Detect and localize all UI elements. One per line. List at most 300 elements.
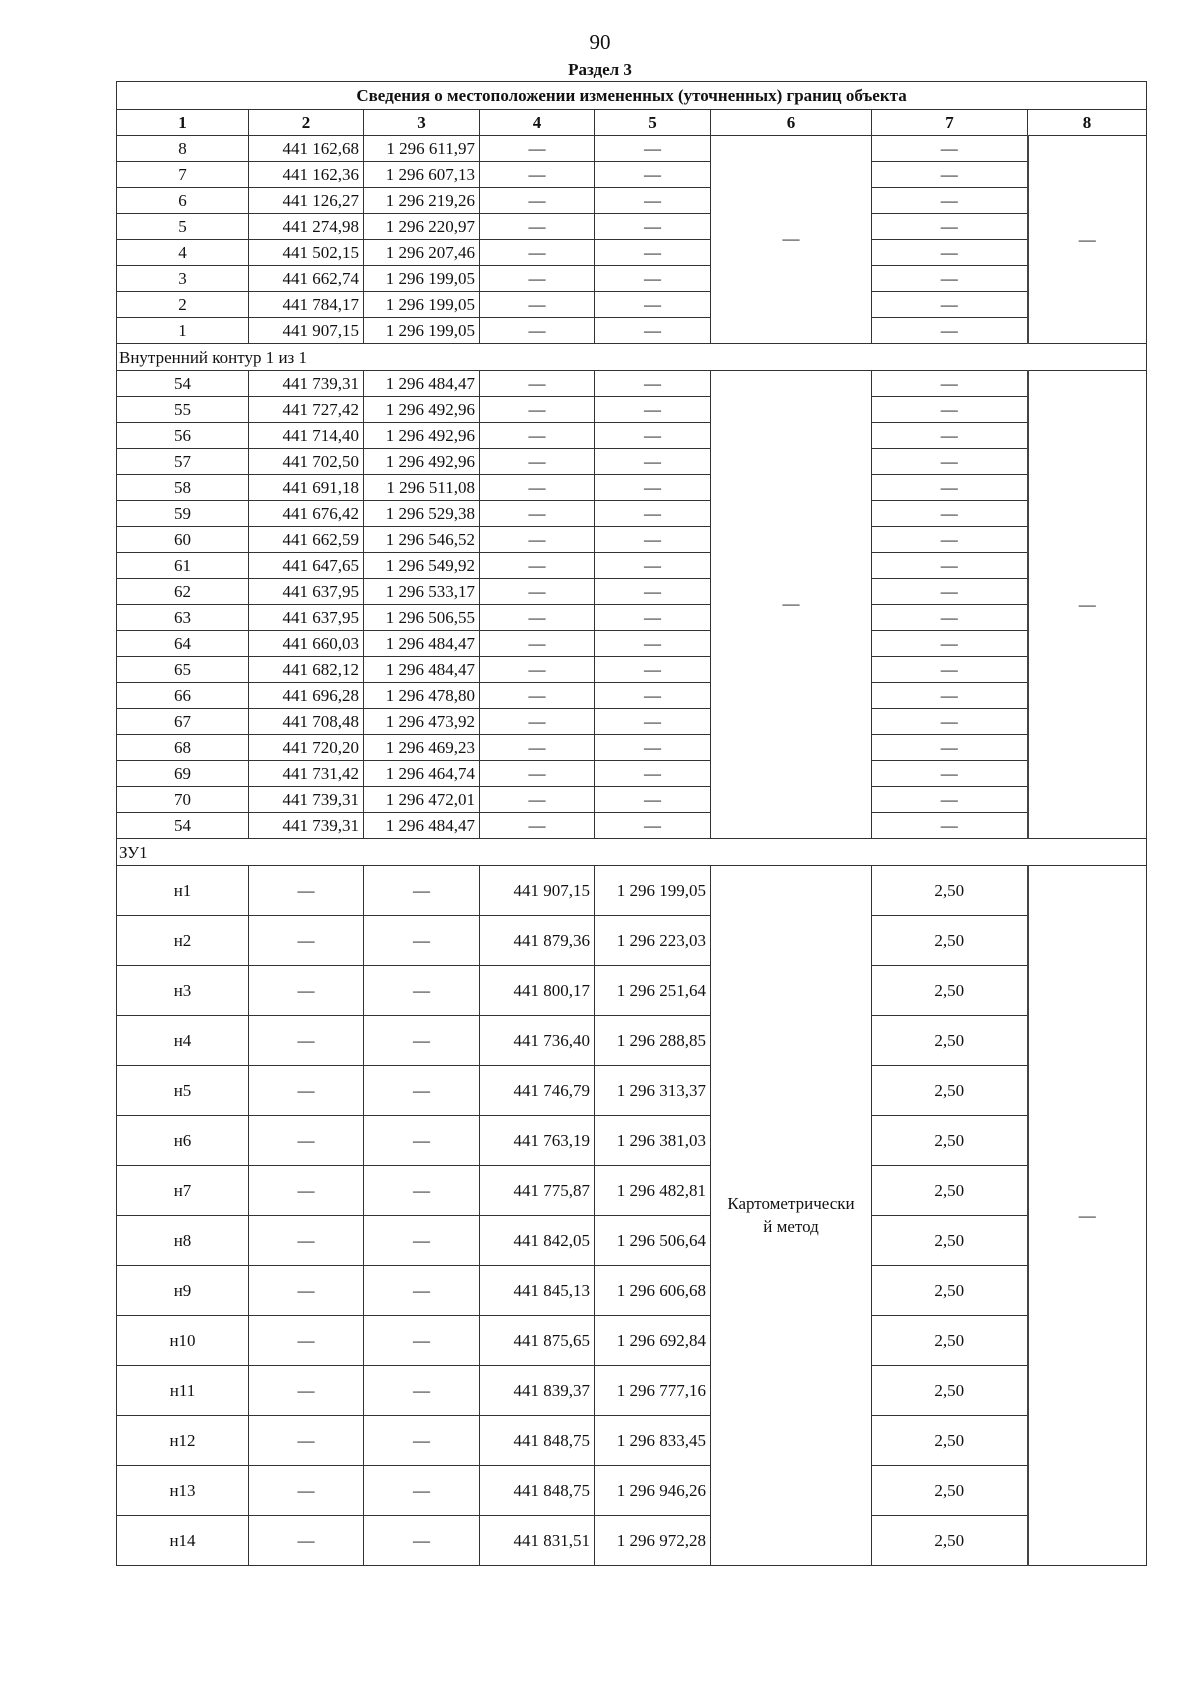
table-row xyxy=(117,761,1147,787)
table-cell: 441 848,75 xyxy=(480,1466,595,1516)
table-cell: н11 xyxy=(117,1366,249,1416)
table-cell: — xyxy=(595,787,711,813)
table-cell: — xyxy=(480,371,595,397)
table-cell: — xyxy=(872,631,1028,657)
table-cell: 1 296 777,16 xyxy=(595,1366,711,1416)
table-cell: — xyxy=(480,631,595,657)
table-cell: 1 296 199,05 xyxy=(364,318,480,344)
table-cell: 1 296 484,47 xyxy=(364,371,480,397)
table-cell: — xyxy=(872,709,1028,735)
table-cell: 1 296 473,92 xyxy=(364,709,480,735)
table-cell: 7 xyxy=(117,162,249,188)
table-cell: 63 xyxy=(117,605,249,631)
table-cell: 441 647,65 xyxy=(249,553,364,579)
table-cell: — xyxy=(364,1466,480,1516)
table-cell: 441 708,48 xyxy=(249,709,364,735)
table-cell: 1 296 492,96 xyxy=(364,397,480,423)
table-cell: 441 739,31 xyxy=(249,813,364,839)
table-cell: — xyxy=(249,1366,364,1416)
group-label-row xyxy=(117,839,1147,866)
table-cell: — xyxy=(480,397,595,423)
table-cell: — xyxy=(480,318,595,344)
table-cell: — xyxy=(595,709,711,735)
table-row xyxy=(117,240,1147,266)
table-cell: — xyxy=(480,553,595,579)
table-cell: 70 xyxy=(117,787,249,813)
table-cell: — xyxy=(480,787,595,813)
table-cell: — xyxy=(249,966,364,1016)
table-cell: 441 660,03 xyxy=(249,631,364,657)
table-cell: 66 xyxy=(117,683,249,709)
table-cell: — xyxy=(480,527,595,553)
table-cell: 441 502,15 xyxy=(249,240,364,266)
table-cell: 1 296 251,64 xyxy=(595,966,711,1016)
table-cell: 2,50 xyxy=(872,1116,1028,1166)
table-cell: 60 xyxy=(117,527,249,553)
table-cell: 1 296 511,08 xyxy=(364,475,480,501)
table-row xyxy=(117,683,1147,709)
table-cell: н14 xyxy=(117,1516,249,1566)
table-row xyxy=(117,787,1147,813)
table-cell: 441 800,17 xyxy=(480,966,595,1016)
table-cell: — xyxy=(249,1066,364,1116)
table-cell: — xyxy=(249,1416,364,1466)
table-cell: 441 831,51 xyxy=(480,1516,595,1566)
table-cell: 2,50 xyxy=(872,1016,1028,1066)
table-cell: 2,50 xyxy=(872,1416,1028,1466)
table-cell: — xyxy=(595,214,711,240)
table-cell: — xyxy=(480,735,595,761)
table-cell: 2,50 xyxy=(872,866,1028,916)
table-cell: 441 739,31 xyxy=(249,787,364,813)
table-cell: — xyxy=(595,579,711,605)
column-header: 2 xyxy=(249,110,364,136)
table-cell: — xyxy=(249,1316,364,1366)
table-cell: 1 296 533,17 xyxy=(364,579,480,605)
column-header: 1 xyxy=(117,110,249,136)
table-cell: 1 296 220,97 xyxy=(364,214,480,240)
table-caption: Сведения о местоположении измененных (уточненных) границ объекта xyxy=(117,82,1147,110)
table-row xyxy=(117,709,1147,735)
table-cell: 1 296 506,55 xyxy=(364,605,480,631)
table-row xyxy=(117,1416,1147,1466)
table-cell: — xyxy=(595,631,711,657)
table-cell: 69 xyxy=(117,761,249,787)
table-row xyxy=(117,966,1147,1016)
table-row xyxy=(117,1316,1147,1366)
table-cell: 2,50 xyxy=(872,1166,1028,1216)
table-cell: — xyxy=(595,475,711,501)
boundary-table xyxy=(116,81,1147,1566)
table-cell: — xyxy=(872,214,1028,240)
table-cell: 2,50 xyxy=(872,1466,1028,1516)
column-header: 3 xyxy=(364,110,480,136)
table-cell: 1 296 972,28 xyxy=(595,1516,711,1566)
table-cell: 2,50 xyxy=(872,916,1028,966)
table-cell: — xyxy=(872,553,1028,579)
table-cell: — xyxy=(364,1216,480,1266)
table-cell: 2,50 xyxy=(872,1316,1028,1366)
table-cell: н3 xyxy=(117,966,249,1016)
table-cell: 1 296 219,26 xyxy=(364,188,480,214)
table-cell: 1 296 199,05 xyxy=(595,866,711,916)
table-cell: — xyxy=(364,1116,480,1166)
table-cell: н2 xyxy=(117,916,249,966)
table-cell: — xyxy=(364,916,480,966)
table-cell: — xyxy=(872,449,1028,475)
table-cell: 1 296 529,38 xyxy=(364,501,480,527)
table-cell: 441 842,05 xyxy=(480,1216,595,1266)
method-cell: Картометрически й метод xyxy=(711,866,872,1566)
table-cell: — xyxy=(872,683,1028,709)
table-row xyxy=(117,266,1147,292)
table-row xyxy=(117,916,1147,966)
note-cell: — xyxy=(1028,866,1147,1566)
table-cell: 441 746,79 xyxy=(480,1066,595,1116)
table-cell: — xyxy=(872,527,1028,553)
table-cell: н8 xyxy=(117,1216,249,1266)
table-row xyxy=(117,423,1147,449)
table-row xyxy=(117,735,1147,761)
table-row xyxy=(117,1216,1147,1266)
table-cell: — xyxy=(364,1416,480,1466)
table-row xyxy=(117,813,1147,839)
table-row xyxy=(117,162,1147,188)
table-cell: — xyxy=(595,266,711,292)
column-header: 5 xyxy=(595,110,711,136)
table-cell: 65 xyxy=(117,657,249,683)
table-cell: — xyxy=(872,292,1028,318)
table-cell: — xyxy=(480,449,595,475)
table-cell: — xyxy=(872,188,1028,214)
table-cell: 441 682,12 xyxy=(249,657,364,683)
table-cell: — xyxy=(595,657,711,683)
table-cell: 1 296 464,74 xyxy=(364,761,480,787)
table-cell: — xyxy=(364,1266,480,1316)
table-cell: 1 296 482,81 xyxy=(595,1166,711,1216)
table-row xyxy=(117,1516,1147,1566)
table-cell: 2,50 xyxy=(872,1366,1028,1416)
table-cell: 441 714,40 xyxy=(249,423,364,449)
table-cell: 441 662,59 xyxy=(249,527,364,553)
table-cell: 441 907,15 xyxy=(249,318,364,344)
table-cell: — xyxy=(872,240,1028,266)
table-row xyxy=(117,449,1147,475)
table-cell: — xyxy=(480,605,595,631)
table-cell: — xyxy=(480,292,595,318)
table-cell: 55 xyxy=(117,397,249,423)
table-row xyxy=(117,214,1147,240)
table-cell: н12 xyxy=(117,1416,249,1466)
table-cell: — xyxy=(364,1366,480,1416)
table-cell: — xyxy=(249,866,364,916)
table-cell: 1 296 313,37 xyxy=(595,1066,711,1116)
table-cell: 441 727,42 xyxy=(249,397,364,423)
table-cell: — xyxy=(249,1516,364,1566)
table-row xyxy=(117,1366,1147,1416)
table-cell: 441 162,36 xyxy=(249,162,364,188)
table-cell: — xyxy=(872,266,1028,292)
table-row xyxy=(117,605,1147,631)
table-cell: 441 662,74 xyxy=(249,266,364,292)
method-cell: — xyxy=(711,136,872,344)
table-cell: 441 736,40 xyxy=(480,1016,595,1066)
table-cell: 441 637,95 xyxy=(249,605,364,631)
table-cell: 1 296 692,84 xyxy=(595,1316,711,1366)
table-cell: — xyxy=(249,1166,364,1216)
table-cell: 441 907,15 xyxy=(480,866,595,916)
table-cell: — xyxy=(364,866,480,916)
table-cell: 1 296 492,96 xyxy=(364,449,480,475)
table-cell: 1 296 223,03 xyxy=(595,916,711,966)
table-cell: — xyxy=(364,1316,480,1366)
table-cell: 441 691,18 xyxy=(249,475,364,501)
table-row xyxy=(117,527,1147,553)
table-cell: 441 845,13 xyxy=(480,1266,595,1316)
table-cell: — xyxy=(480,579,595,605)
column-header: 4 xyxy=(480,110,595,136)
group-label-row xyxy=(117,344,1147,371)
table-cell: — xyxy=(480,240,595,266)
table-cell: 441 702,50 xyxy=(249,449,364,475)
table-cell: 441 731,42 xyxy=(249,761,364,787)
table-cell: 1 296 611,97 xyxy=(364,136,480,162)
table-cell: 1 296 546,52 xyxy=(364,527,480,553)
table-cell: — xyxy=(249,916,364,966)
table-row xyxy=(117,318,1147,344)
column-header: 8 xyxy=(1028,110,1147,136)
table-cell: — xyxy=(595,136,711,162)
table-cell: — xyxy=(595,292,711,318)
table-cell: 5 xyxy=(117,214,249,240)
table-cell: — xyxy=(872,605,1028,631)
table-cell: 1 296 207,46 xyxy=(364,240,480,266)
table-cell: 441 875,65 xyxy=(480,1316,595,1366)
table-cell: — xyxy=(595,188,711,214)
table-cell: н5 xyxy=(117,1066,249,1116)
table-row xyxy=(117,1466,1147,1516)
table-cell: — xyxy=(480,214,595,240)
table-cell: — xyxy=(872,423,1028,449)
table-cell: — xyxy=(480,423,595,449)
table-cell: 1 xyxy=(117,318,249,344)
table-cell: 441 126,27 xyxy=(249,188,364,214)
table-cell: — xyxy=(364,1516,480,1566)
table-cell: 2 xyxy=(117,292,249,318)
table-cell: н1 xyxy=(117,866,249,916)
table-cell: 441 879,36 xyxy=(480,916,595,966)
table-cell: — xyxy=(249,1466,364,1516)
table-cell: 1 296 484,47 xyxy=(364,813,480,839)
table-cell: — xyxy=(480,683,595,709)
table-cell: — xyxy=(364,1016,480,1066)
table-cell: 441 696,28 xyxy=(249,683,364,709)
table-cell: — xyxy=(595,501,711,527)
table-cell: — xyxy=(480,136,595,162)
table-cell: 441 839,37 xyxy=(480,1366,595,1416)
table-row xyxy=(117,657,1147,683)
table-cell: — xyxy=(872,657,1028,683)
table-cell: 54 xyxy=(117,371,249,397)
table-cell: — xyxy=(595,318,711,344)
table-cell: 441 775,87 xyxy=(480,1166,595,1216)
table-row xyxy=(117,188,1147,214)
table-cell: — xyxy=(872,813,1028,839)
table-cell: 1 296 484,47 xyxy=(364,657,480,683)
table-cell: — xyxy=(480,162,595,188)
table-row xyxy=(117,1166,1147,1216)
table-cell: — xyxy=(872,735,1028,761)
table-cell: — xyxy=(364,966,480,1016)
table-row xyxy=(117,1116,1147,1166)
table-cell: — xyxy=(364,1066,480,1116)
group-label: ЗУ1 xyxy=(117,839,1147,866)
table-row xyxy=(117,553,1147,579)
table-cell: 68 xyxy=(117,735,249,761)
table-row xyxy=(117,475,1147,501)
table-cell: 441 720,20 xyxy=(249,735,364,761)
table-cell: 58 xyxy=(117,475,249,501)
table-row xyxy=(117,397,1147,423)
table-cell: 6 xyxy=(117,188,249,214)
table-cell: — xyxy=(872,579,1028,605)
note-cell: — xyxy=(1028,136,1147,344)
table-cell: — xyxy=(595,371,711,397)
table-cell: — xyxy=(595,813,711,839)
table-cell: — xyxy=(480,266,595,292)
table-cell: 57 xyxy=(117,449,249,475)
table-cell: — xyxy=(480,813,595,839)
table-cell: 1 296 478,80 xyxy=(364,683,480,709)
section-title: Раздел 3 xyxy=(568,60,632,79)
column-header: 6 xyxy=(711,110,872,136)
table-cell: 62 xyxy=(117,579,249,605)
table-cell: 1 296 606,68 xyxy=(595,1266,711,1316)
table-cell: — xyxy=(595,605,711,631)
table-cell: — xyxy=(872,136,1028,162)
table-cell: 1 296 484,47 xyxy=(364,631,480,657)
table-cell: н10 xyxy=(117,1316,249,1366)
table-cell: н4 xyxy=(117,1016,249,1066)
table-cell: — xyxy=(872,761,1028,787)
table-cell: — xyxy=(249,1266,364,1316)
table-cell: 2,50 xyxy=(872,1516,1028,1566)
table-cell: — xyxy=(480,501,595,527)
table-cell: 1 296 288,85 xyxy=(595,1016,711,1066)
table-cell: — xyxy=(480,188,595,214)
table-cell: 441 274,98 xyxy=(249,214,364,240)
table-cell: — xyxy=(595,683,711,709)
table-cell: — xyxy=(249,1216,364,1266)
table-cell: 8 xyxy=(117,136,249,162)
table-cell: — xyxy=(480,657,595,683)
table-cell: 54 xyxy=(117,813,249,839)
table-cell: 1 296 199,05 xyxy=(364,292,480,318)
table-cell: 441 739,31 xyxy=(249,371,364,397)
table-cell: — xyxy=(480,761,595,787)
table-row xyxy=(117,371,1147,397)
table-cell: 1 296 607,13 xyxy=(364,162,480,188)
table-row xyxy=(117,1016,1147,1066)
table-header-row xyxy=(117,110,1147,136)
table-cell: — xyxy=(872,318,1028,344)
table-cell: — xyxy=(595,761,711,787)
table-cell: — xyxy=(480,475,595,501)
table-cell: 441 763,19 xyxy=(480,1116,595,1166)
table-cell: — xyxy=(249,1116,364,1166)
table-row xyxy=(117,866,1147,916)
table-row xyxy=(117,631,1147,657)
table-cell: — xyxy=(595,423,711,449)
table-cell: 1 296 199,05 xyxy=(364,266,480,292)
table-row xyxy=(117,579,1147,605)
table-row xyxy=(117,501,1147,527)
table-cell: — xyxy=(249,1016,364,1066)
table-cell: 59 xyxy=(117,501,249,527)
table-cell: — xyxy=(364,1166,480,1216)
table-cell: 64 xyxy=(117,631,249,657)
table-cell: 2,50 xyxy=(872,1066,1028,1116)
table-cell: 1 296 946,26 xyxy=(595,1466,711,1516)
table-cell: — xyxy=(872,501,1028,527)
table-cell: 2,50 xyxy=(872,1266,1028,1316)
table-cell: — xyxy=(595,449,711,475)
table-cell: — xyxy=(872,397,1028,423)
table-cell: 441 637,95 xyxy=(249,579,364,605)
table-cell: н6 xyxy=(117,1116,249,1166)
table-cell: 2,50 xyxy=(872,1216,1028,1266)
table-cell: — xyxy=(595,527,711,553)
table-cell: 67 xyxy=(117,709,249,735)
table-row xyxy=(117,136,1147,162)
table-cell: 1 296 492,96 xyxy=(364,423,480,449)
table-cell: — xyxy=(595,162,711,188)
table-cell: 4 xyxy=(117,240,249,266)
table-cell: — xyxy=(595,397,711,423)
table-cell: 441 162,68 xyxy=(249,136,364,162)
table-cell: — xyxy=(872,475,1028,501)
group-label: Внутренний контур 1 из 1 xyxy=(117,344,1147,371)
table-cell: 1 296 506,64 xyxy=(595,1216,711,1266)
table-cell: — xyxy=(872,787,1028,813)
table-cell: н13 xyxy=(117,1466,249,1516)
column-header: 7 xyxy=(872,110,1028,136)
table-cell: — xyxy=(595,735,711,761)
table-cell: 1 296 833,45 xyxy=(595,1416,711,1466)
table-cell: н7 xyxy=(117,1166,249,1216)
table-cell: 441 676,42 xyxy=(249,501,364,527)
table-cell: 1 296 381,03 xyxy=(595,1116,711,1166)
table-cell: — xyxy=(595,553,711,579)
table-cell: — xyxy=(595,240,711,266)
table-cell: 61 xyxy=(117,553,249,579)
table-cell: 1 296 549,92 xyxy=(364,553,480,579)
table-row xyxy=(117,292,1147,318)
page-number: 90 xyxy=(589,30,611,54)
table-cell: 56 xyxy=(117,423,249,449)
note-cell: — xyxy=(1028,371,1147,839)
table-cell: 1 296 469,23 xyxy=(364,735,480,761)
table-cell: 1 296 472,01 xyxy=(364,787,480,813)
table-cell: 3 xyxy=(117,266,249,292)
table-caption-row xyxy=(117,82,1147,110)
table-cell: 441 784,17 xyxy=(249,292,364,318)
table-row xyxy=(117,1266,1147,1316)
table-cell: — xyxy=(480,709,595,735)
table-cell: 441 848,75 xyxy=(480,1416,595,1466)
table-cell: н9 xyxy=(117,1266,249,1316)
table-cell: — xyxy=(872,371,1028,397)
